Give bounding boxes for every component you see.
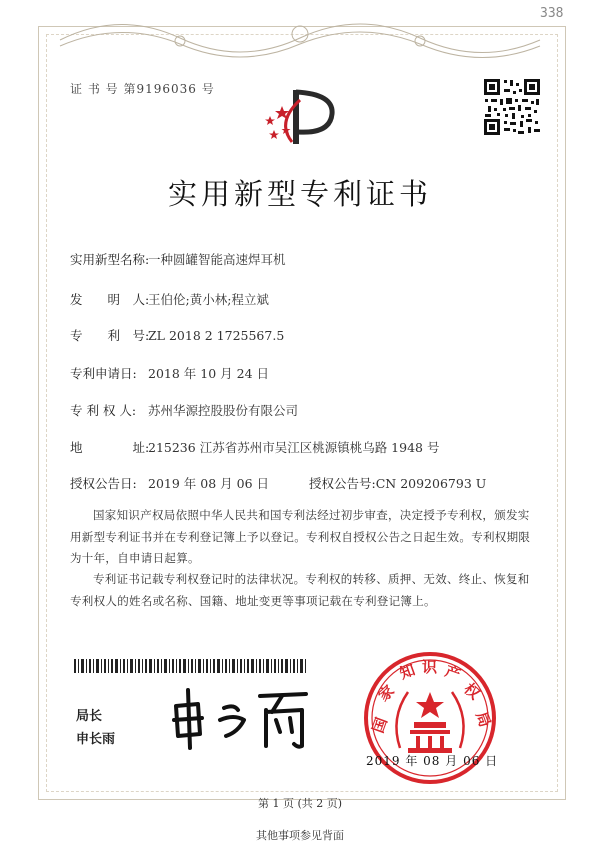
- footer-note: 其他事项参见背面: [256, 829, 344, 842]
- top-ornament: [0, 0, 600, 70]
- field-value: 苏州华源控股股份有限公司: [148, 403, 299, 418]
- field-inventors: [70, 290, 269, 308]
- grant-number: CN 209206793 U: [375, 476, 487, 491]
- seal-char: 识: [422, 658, 438, 676]
- seal-char: 权: [460, 679, 484, 704]
- field-grant-publication: [70, 474, 486, 492]
- signatory-role: 局长: [76, 709, 103, 724]
- field-value: 2018 年 10 月 24 日: [148, 366, 269, 381]
- field-label: 专 利 权 人:: [70, 403, 137, 418]
- seal-char: 局: [472, 709, 495, 730]
- field-utility-model-name: [70, 250, 286, 268]
- field-value: ZL 2018 2 1725567.5: [148, 328, 285, 343]
- qr-code-icon: [482, 77, 542, 137]
- field-address: [70, 438, 439, 456]
- patent-office-logo-icon: [256, 82, 346, 152]
- field-label: 专利申请日:: [70, 366, 137, 381]
- body-paragraph: 专利证书记载专利权登记时的法律状况。专利权的转移、质押、无效、终止、恢复和专利权人的姓名或名称、国籍、地址变更等事项记载在专利登记簿上。: [70, 572, 530, 608]
- seal-char: 知: [397, 660, 418, 683]
- field-value: 215236 江苏省苏州市吴江区桃源镇桃乌路 1948 号: [148, 440, 440, 455]
- page-number: 第 1 页 (共 2 页): [257, 797, 343, 810]
- field-label: 地 址:: [70, 440, 150, 455]
- issue-date: 2019 年 08 月 06 日: [366, 754, 499, 768]
- field-patentee: [70, 401, 298, 419]
- field-label: 发 明 人:: [70, 292, 150, 307]
- corner-handwritten-mark: 338: [540, 6, 564, 21]
- seal-char: 国: [368, 715, 391, 736]
- field-patent-number: [70, 326, 284, 344]
- field-label: 授权公告日:: [70, 476, 137, 491]
- field-application-date: [70, 364, 269, 382]
- field-label: 专 利 号:: [70, 328, 150, 343]
- seal-char: 家: [374, 681, 398, 705]
- certificate-number: 证 书 号 第9196036 号: [70, 82, 215, 96]
- seal-char: 产: [442, 661, 463, 684]
- certificate-title: 实用新型专利证书: [167, 177, 432, 211]
- field-value: 王伯伦;黄小林;程立斌: [148, 292, 269, 307]
- grant-date: 2019 年 08 月 06 日: [148, 476, 269, 491]
- field-value: 一种圆罐智能高速焊耳机: [148, 252, 286, 267]
- handwritten-signature: [168, 686, 318, 752]
- signatory-name: 申长雨: [76, 732, 116, 747]
- body-paragraph: 国家知识产权局依照中华人民共和国专利法经过初步审查，决定授予专利权，颁发实用新型专利证书并在专利登记簿上予以登记。专利权自授权公告之日起生效。专利权期限为十年，自申请日起算。: [70, 508, 531, 565]
- field-label: 实用新型名称:: [70, 252, 150, 267]
- field-label: 授权公告号:: [309, 476, 376, 491]
- barcode-icon: [74, 659, 306, 673]
